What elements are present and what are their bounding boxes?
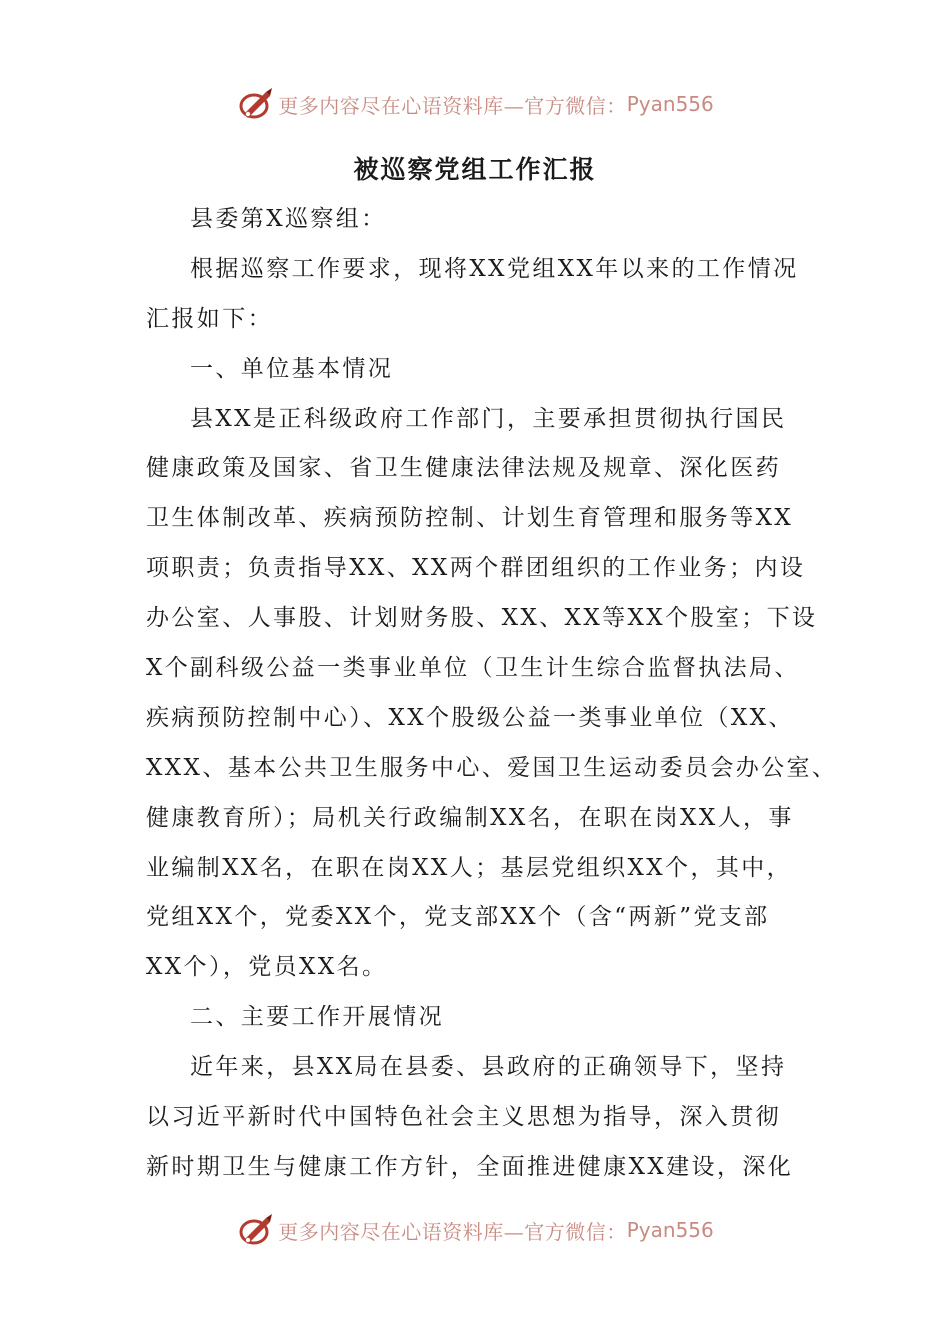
document-line: 项职责；负责指导XX、XX两个群团组织的工作业务；内设	[146, 555, 806, 582]
document-line: 以习近平新时代中国特色社会主义思想为指导，深入贯彻	[146, 1104, 781, 1131]
document-line: 二、主要工作开展情况	[190, 1004, 444, 1031]
document-line: 根据巡察工作要求，现将XX党组XX年以来的工作情况	[190, 255, 799, 282]
document-line: 县委第X巡察组：	[190, 206, 387, 232]
watermark-banner-inner	[236, 1210, 714, 1250]
document-line: X个副科级公益一类事业单位（卫生计生综合监督执法局、	[146, 655, 800, 682]
watermark-banner-top	[0, 80, 950, 128]
watermark-text: 更多内容尽在心语资料库—官方微信：	[278, 93, 627, 118]
document-line: 一、单位基本情况	[190, 355, 394, 382]
document-body	[146, 195, 838, 1193]
document-line: 近年来，县XX局在县委、县政府的正确领导下，坚持	[190, 1054, 787, 1081]
document-line: 县XX是正科级政府工作部门，主要承担贯彻执行国民	[190, 405, 787, 432]
document-line: 办公室、人事股、计划财务股、XX、XX等XX个股室；下设	[146, 605, 818, 632]
watermark-wechat-id: Pyan556	[626, 1218, 714, 1242]
document-line: XX个），党员XX名。	[146, 954, 388, 981]
document-line: 卫生体制改革、疾病预防控制、计划生育管理和服务等XX	[146, 505, 794, 532]
watermark-banner-inner	[236, 84, 714, 124]
document-line: 疾病预防控制中心）、XX个股级公益一类事业单位（XX、	[146, 704, 794, 731]
document-line: 健康教育所）；局机关行政编制XX名，在职在岗XX人，事	[146, 804, 794, 831]
watermark-wechat-id: Pyan556	[626, 92, 714, 116]
document-title: 被巡察党组工作汇报	[353, 155, 597, 184]
document-line: 业编制XX名，在职在岗XX人；基层党组织XX个，其中，	[146, 854, 793, 881]
pen-logo-icon	[236, 84, 276, 124]
document-line: 汇报如下：	[146, 305, 273, 332]
document-line: XXX、基本公共卫生服务中心、爱国卫生运动委员会办公室、	[146, 754, 838, 781]
document-line: 新时期卫生与健康工作方针，全面推进健康XX建设，深化	[146, 1153, 794, 1180]
document-line: 健康政策及国家、省卫生健康法律法规及规章、深化医药	[146, 455, 781, 482]
watermark-text: 更多内容尽在心语资料库—官方微信：	[278, 1219, 627, 1244]
pen-logo-icon	[236, 1210, 276, 1250]
document-line: 党组XX个，党委XX个，党支部XX个（含“两新”党支部	[146, 904, 770, 931]
watermark-banner-bottom	[0, 1206, 950, 1254]
